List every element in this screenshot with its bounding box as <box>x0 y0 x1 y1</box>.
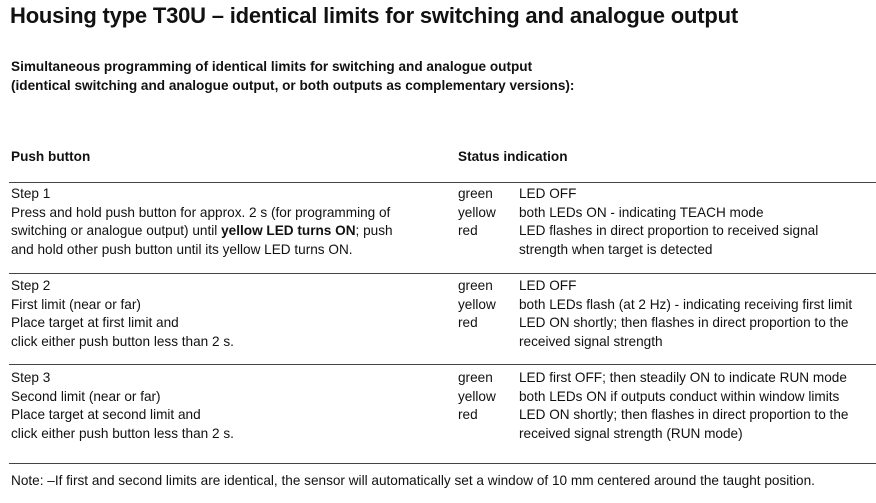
step-2-title: Step 2 <box>11 278 51 293</box>
table-rule <box>9 273 876 274</box>
step-2-line: Place target at first limit and <box>11 315 179 331</box>
status-line: received signal strength (RUN mode) <box>519 425 743 441</box>
status-line: LED first OFF; then steadily ON to indicate RUN mode <box>519 370 847 385</box>
step-3-status <box>519 369 876 443</box>
step-1-line: Press and hold push button for approx. 2 s (for programming of <box>11 204 391 220</box>
step-3-title: Step 3 <box>11 370 51 385</box>
step-2-instructions <box>11 277 441 351</box>
step-3-line: click either push button less than 2 s. <box>11 425 234 441</box>
led-color-green: green <box>458 370 493 385</box>
led-color-red: red <box>458 223 478 239</box>
status-line: LED OFF <box>519 186 577 201</box>
led-color-yellow: yellow <box>458 296 496 312</box>
column-header-status-indication: Status indication <box>458 149 568 164</box>
step-1-line: and hold other push button until its yellow LED turns ON. <box>11 241 353 257</box>
step-2-line: click either push button less than 2 s. <box>11 333 234 349</box>
step-1-text: switching or analogue output) until <box>11 223 222 239</box>
step-3-line: Second limit (near or far) <box>11 388 161 404</box>
led-color-red: red <box>458 315 478 331</box>
status-line: received signal strength <box>519 333 663 349</box>
status-line: LED OFF <box>519 278 577 293</box>
step-2-status <box>519 277 876 351</box>
step-3-line: Place target at second limit and <box>11 407 201 423</box>
step-2-led-colors <box>458 277 516 333</box>
status-line: both LEDs ON - indicating TEACH mode <box>519 204 764 220</box>
led-color-green: green <box>458 278 493 293</box>
step-2-line: First limit (near or far) <box>11 296 141 312</box>
status-line: LED ON shortly; then flashes in direct proportion to the <box>519 315 849 331</box>
intro-line-1: Simultaneous programming of identical limits for switching and analogue output <box>11 59 533 74</box>
table-rule <box>9 364 876 365</box>
led-color-green: green <box>458 186 493 201</box>
status-line: both LEDs flash (at 2 Hz) - indicating receiving first limit <box>519 296 853 312</box>
step-1-instructions <box>11 185 441 259</box>
step-3-instructions <box>11 369 441 443</box>
table-rule-top <box>9 182 876 183</box>
step-1-title: Step 1 <box>11 186 51 201</box>
footnote: Note: –If first and second limits are identical, the sensor will automatically set a window of 10 mm centered around the taught position. <box>11 473 815 488</box>
step-1-emphasis: yellow LED turns ON <box>221 223 356 239</box>
led-color-yellow: yellow <box>458 204 496 220</box>
status-line: LED flashes in direct proportion to received signal <box>519 223 819 239</box>
step-3-led-colors <box>458 369 516 425</box>
led-color-red: red <box>458 407 478 423</box>
page-title: Housing type T30U – identical limits for switching and analogue output <box>10 3 738 28</box>
status-line: both LEDs ON if outputs conduct within window limits <box>519 388 840 404</box>
step-1-line <box>11 222 441 241</box>
intro-text <box>11 57 574 95</box>
status-line: strength when target is detected <box>519 241 713 257</box>
step-1-status <box>519 185 876 259</box>
table-rule-bottom <box>9 463 876 464</box>
led-color-yellow: yellow <box>458 388 496 404</box>
step-1-text: ; push <box>355 223 393 239</box>
step-1-led-colors <box>458 185 516 241</box>
status-line: LED ON shortly; then flashes in direct proportion to the <box>519 407 849 423</box>
column-header-push-button: Push button <box>11 149 91 164</box>
intro-line-2: (identical switching and analogue output, or both outputs as complementary versions): <box>11 78 575 93</box>
